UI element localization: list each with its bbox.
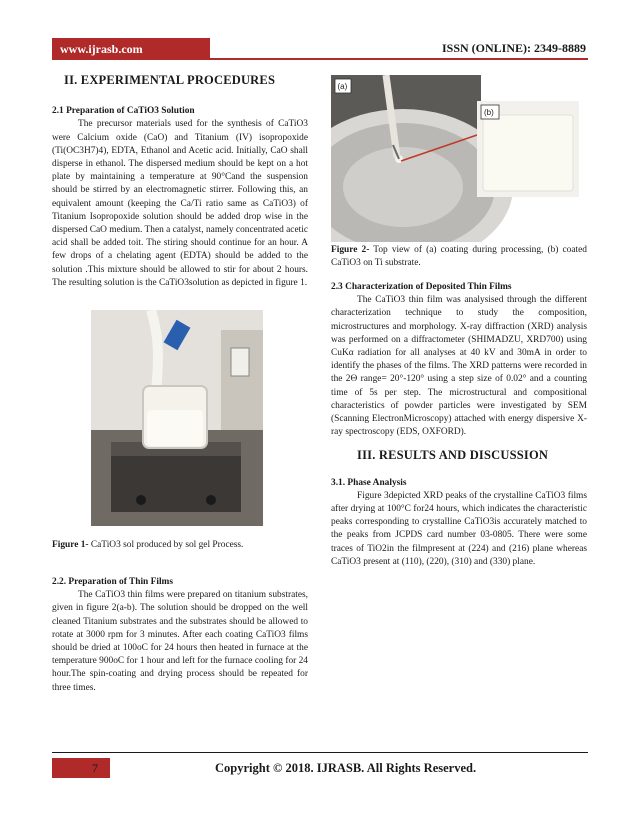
footer-page-number: 7 <box>92 761 98 775</box>
subsection-3-1-title: 3.1. Phase Analysis <box>331 477 407 488</box>
figure-1-caption <box>52 539 308 552</box>
figure-2-label-b: (b) <box>484 108 494 117</box>
figure-2-label-a: (a) <box>337 82 348 91</box>
header-issn: ISSN (ONLINE): 2349-8889 <box>441 41 586 55</box>
left-column-lower <box>52 576 308 695</box>
section-title-results: III. RESULTS AND DISCUSSION <box>357 448 549 463</box>
subsection-2-1-body: The precursor materials used for the synthesis of CaTiO3 were Calcium oxide (CaO) and Titanium (IV) isopropoxide (Ti(OC3H7)4), EDTA, Ethanol and Acetic acid. Initially, CaO shall disperse in ethanol. The dispersed medium should be kept on a hot plate by maintaining a temperature at 90°Cand the suspension should be stirred by an electromagnetic stirrer. Following this, an equivalent amount (keeping the Ca/Ti ratio same as CaTiO3) of Titanium Isopropoxide solution should be added drop wise in the dispersed CaO medium. Then a catalyst, namely concentrated acetic acid shall be added toit. The stiring should continue for an hour. A few drops of a chelating agent (EDTA) should be added to the solution .This mixture should be allowed to stir for about 2 hours. The resulting solution is the CaTiO3solution as depicted in figure 1. <box>52 119 308 288</box>
left-column <box>52 70 308 290</box>
header-site-box <box>52 38 210 60</box>
figure-2-caption-label: Figure 2- <box>331 245 370 255</box>
section-title-experimental: II. EXPERIMENTAL PROCEDURES <box>64 73 276 87</box>
footer-page-box <box>52 758 110 778</box>
subsection-2-2-title: 2.2. Preparation of Thin Films <box>52 577 174 587</box>
subsection-2-2-body: The CaTiO3 thin films were prepared on titanium substrates, given in figure 2(a-b). The solution should be dropped on the well cleaned Titanium substrates and the substrates should be allowed to rotate at 3000 rpm for 3 minutes. After each coating CaTiO3 films should be dried at 100oC for 24 hours then heated in furnace at the temperature 900oC for 1 hour and left for the furnace cooling for 24 hour.The spin-coating and drying process should be repeated for three times. <box>52 590 308 693</box>
figure-2-photo <box>331 75 587 242</box>
figure-1-photo <box>91 310 263 526</box>
subsection-2-3-title: 2.3 Characterization of Deposited Thin Films <box>331 282 512 292</box>
figure-2-caption-text: Top view of (a) coating during processing, (b) coated CaTiO3 on Ti substrate. <box>331 245 587 268</box>
right-column <box>331 281 587 569</box>
header-website: www.ijrasb.com <box>60 42 143 56</box>
subsection-2-1-title: 2.1 Preparation of CaTiO3 Solution <box>52 106 195 117</box>
footer-copyright: Copyright © 2018. IJRASB. All Rights Reserved. <box>215 761 477 775</box>
figure-1-caption-label: Figure 1- <box>52 540 89 550</box>
subsection-2-3-body: The CaTiO3 thin film was analysised through the different characterization technique to study the composition, microstructures and morphology. X-ray diffraction (XRD) analysis was performed on a diffractometer (SHIMADZU, XRD700) using CuKα radiation for all analyses at 40 kV and 30mA in order to identify the phases of the films. The XRD patterns were recorded in the 2Θ range= 20°-120° using a step size of 0.02° and a counting time of 5s per step. The microstructural and compositional characteristics of powder particles were investigated by SEM (Scanning ElectronMicroscopy) attached with energy dispersive X-ray spectroscopy (EDS, OXFORD). <box>331 295 587 438</box>
footer-rule <box>52 752 588 753</box>
header-rule <box>210 58 588 60</box>
figure-1-caption-text: CaTiO3 sol produced by sol gel Process. <box>88 540 244 550</box>
figure-2-caption <box>331 244 587 270</box>
subsection-3-1-body: Figure 3depicted XRD peaks of the crystalline CaTiO3 films after drying at 100°C for24 hours, which indicates the characteristic peaks corresponding to crystalline CaTiO3is accurately matched to the peaks from JCPDS card number 03-0805. There were some traces of TiO2in the filmpresent at (224) and (216) plane whereas CaTiO3 present at (110), (220), (310) and (330) plane. <box>331 490 587 567</box>
